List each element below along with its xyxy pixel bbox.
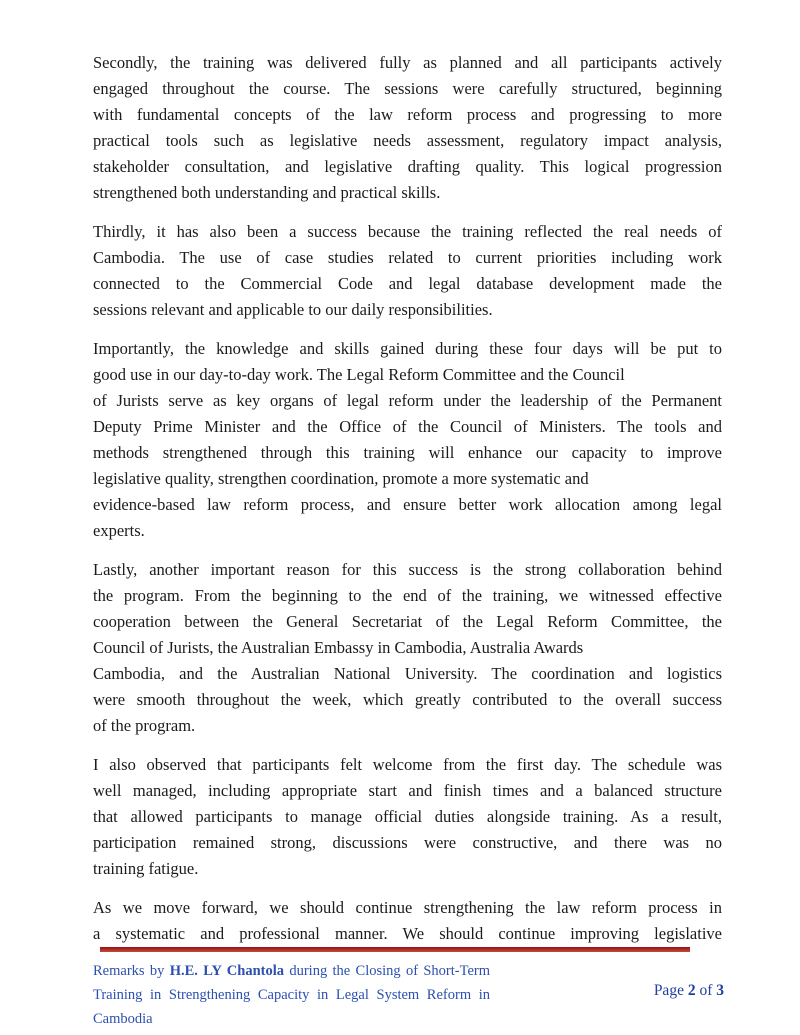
text-line: engaged throughout the course. The sessions were carefully structured, beginning xyxy=(93,79,722,98)
text-line: good use in our day-to-day work. The Legal Reform Committee and the Council xyxy=(93,365,625,384)
text-line: of the program. xyxy=(93,716,196,735)
text-line: connected to the Commercial Code and legal database development made the xyxy=(93,274,722,293)
document-body xyxy=(93,50,722,960)
paragraph-move-forward xyxy=(93,895,722,947)
text-line: methods strengthened through this training will enhance our capacity to improve xyxy=(93,443,722,462)
text-line: Deputy Prime Minister and the Office of the Council of Ministers. The tools and xyxy=(93,417,722,436)
text-line: Cambodia, and the Australian National University. The coordination and logistics xyxy=(93,664,722,683)
text-line: the program. From the beginning to the end of the training, we witnessed effective xyxy=(93,586,722,605)
text-line: that allowed participants to manage official duties alongside training. As a result, xyxy=(93,807,722,826)
footer-line: Training in Strengthening Capacity in Legal System Reform in xyxy=(93,987,490,1003)
text-line: Thirdly, it has also been a success because the training reflected the real needs of xyxy=(93,222,722,241)
text-line: legislative quality, strengthen coordination, promote a more systematic and xyxy=(93,469,589,488)
footer-remarks-prefix: Remarks by xyxy=(93,963,170,979)
text-line: practical tools such as legislative needs assessment, regulatory impact analysis, xyxy=(93,131,722,150)
page-of-word: of xyxy=(695,982,717,999)
text-line: I also observed that participants felt welcome from the first day. The schedule was xyxy=(93,755,722,774)
paragraph-lastly xyxy=(93,557,722,739)
text-line: were smooth throughout the week, which greatly contributed to the overall success xyxy=(93,690,722,709)
text-line: Cambodia. The use of case studies related to current priorities including work xyxy=(93,248,722,267)
text-line: As we move forward, we should continue strengthening the law reform process in xyxy=(93,898,722,917)
text-line: with fundamental concepts of the law reform process and progressing to more xyxy=(93,105,722,124)
footer-speaker-name: H.E. LY Chantola xyxy=(169,963,285,979)
text-line: Lastly, another important reason for this success is the strong collaboration behind xyxy=(93,560,722,579)
text-line: cooperation between the General Secretariat of the Legal Reform Committee, the xyxy=(93,612,722,631)
footer-divider-rule xyxy=(100,947,690,952)
text-line: strengthened both understanding and practical skills. xyxy=(93,183,441,202)
paragraph-thirdly xyxy=(93,219,722,323)
paragraph-importantly xyxy=(93,336,722,544)
footer-remarks-suffix: during the Closing of Short-Term xyxy=(284,963,491,979)
text-line: evidence-based law reform process, and ensure better work allocation among legal xyxy=(93,495,722,514)
text-line: experts. xyxy=(93,521,145,540)
text-line: training fatigue. xyxy=(93,859,199,878)
text-line: sessions relevant and applicable to our daily responsibilities. xyxy=(93,300,493,319)
footer-line xyxy=(93,959,490,983)
paragraph-secondly xyxy=(93,50,722,206)
paragraph-observed xyxy=(93,752,722,882)
text-line: well managed, including appropriate start and finish times and a balanced structure xyxy=(93,781,722,800)
page-total-number: 3 xyxy=(716,982,724,999)
text-line: Importantly, the knowledge and skills gained during these four days will be put to xyxy=(93,339,722,358)
text-line: stakeholder consultation, and legislative drafting quality. This logical progression xyxy=(93,157,722,176)
text-line: Council of Jurists, the Australian Embassy in Cambodia, Australia Awards xyxy=(93,638,584,657)
text-line: of Jurists serve as key organs of legal reform under the leadership of the Permanent xyxy=(93,391,722,410)
page-word: Page xyxy=(653,982,688,999)
text-line: Secondly, the training was delivered fully as planned and all participants actively xyxy=(93,53,722,72)
page-current-number: 2 xyxy=(687,982,696,999)
footer-line: Cambodia xyxy=(93,1011,153,1027)
page-number-label xyxy=(654,980,724,1002)
text-line: a systematic and professional manner. We should continue improving legislative xyxy=(93,924,722,943)
text-line: participation remained strong, discussions were constructive, and there was no xyxy=(93,833,722,852)
footer-remarks xyxy=(93,959,490,1031)
